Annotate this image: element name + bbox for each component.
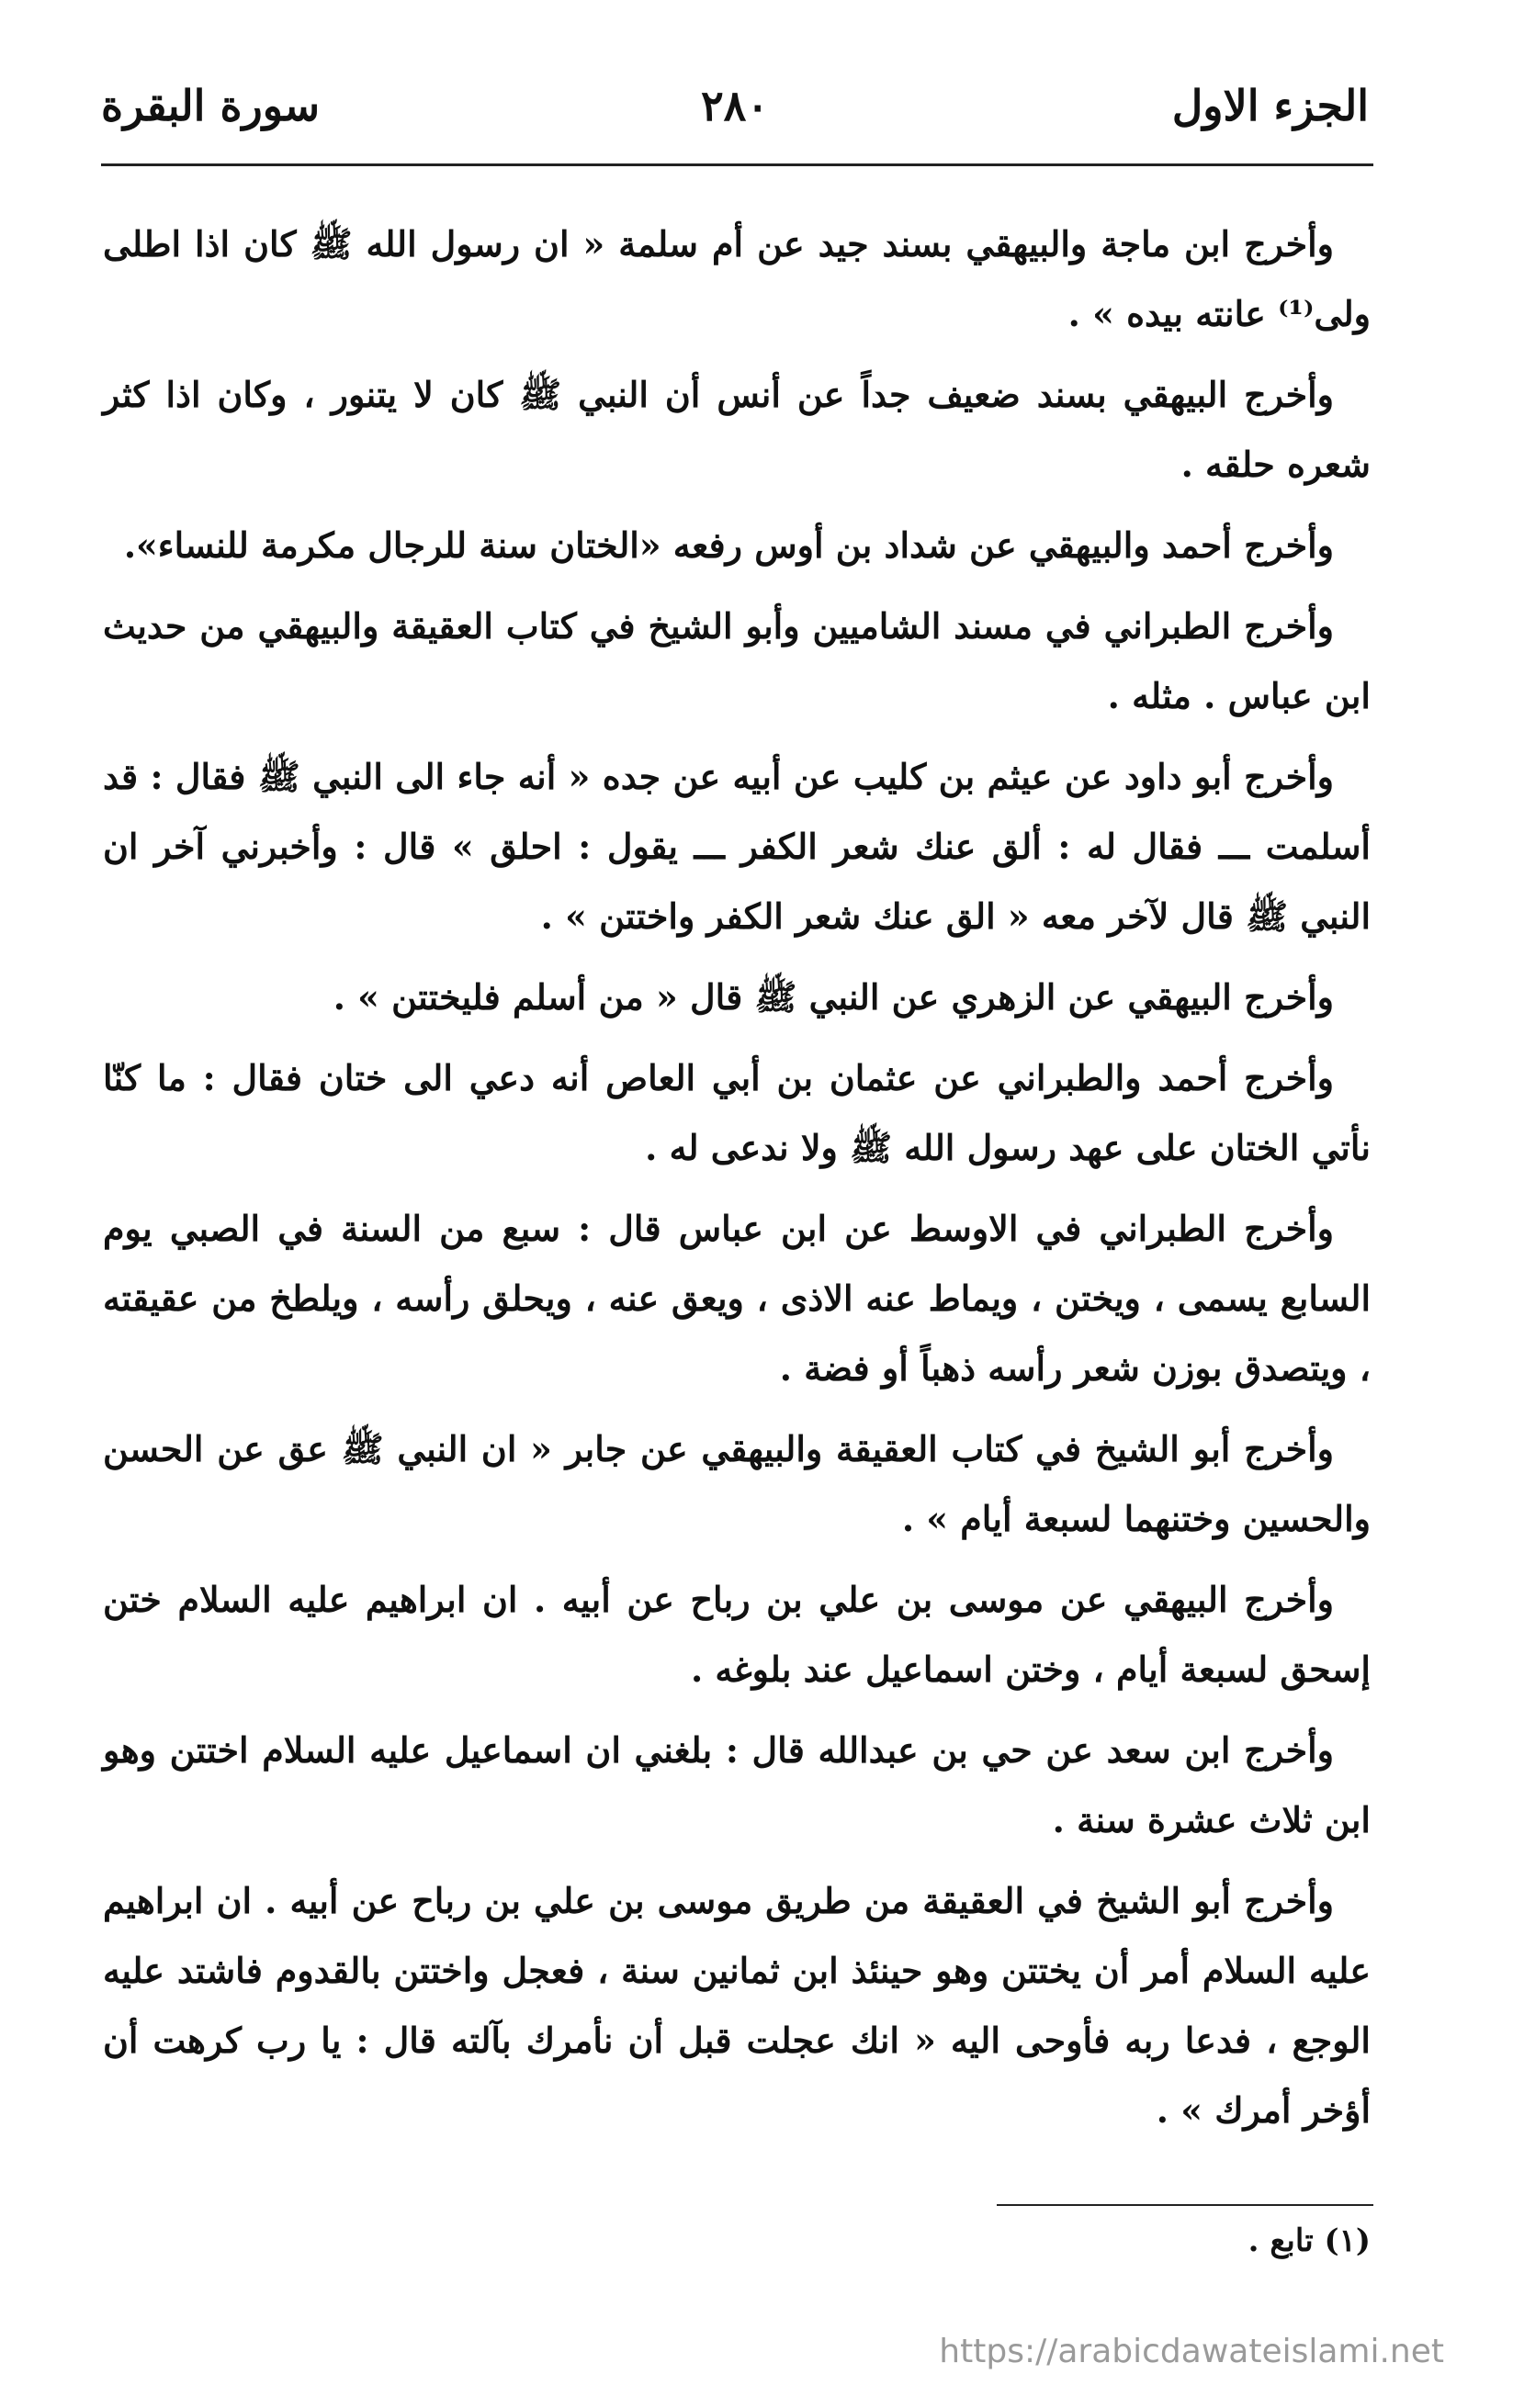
volume-label: الجزء الاول <box>1171 81 1369 130</box>
paragraph: وأخرج الطبراني في الاوسط عن ابن عباس قال : سبع من السنة في الصبي يوم السابع يسمى ، ويختن ، ويماط عنه الاذى ، ويعق عنه ، ويحلق رأسه ، ويلطخ من عقيقته ، ويتصدق بوزن شعر رأسه ذهباً أو فضة . <box>103 1208 1371 1389</box>
header-divider <box>101 163 1373 166</box>
paragraph: وأخرج أبو الشيخ في كتاب العقيقة والبيهقي عن جابر « ان النبي ﷺ عق عن الحسن والحسين وختنهما لسبعة أيام » . <box>103 1428 1371 1539</box>
paragraph: وأخرج أحمد والبيهقي عن شداد بن أوس رفعه «الختان سنة للرجال مكرمة للنساء». <box>123 524 1334 566</box>
paragraph: وأخرج ابن ماجة والبيهقي بسند جيد عن أم سلمة « ان رسول الله ﷺ كان اذا اطلى ولى⁽¹⁾ عانته بيده » . <box>103 223 1371 334</box>
paragraph: وأخرج أبو الشيخ في العقيقة من طريق موسى بن علي بن رباح عن أبيه . ان ابراهيم عليه السلام أمر أن يختتن وهو حينئذ ابن ثمانين سنة ، فعجل واختتن بالقدوم فاشتد عليه الوجع ، فدعا ربه فأوحى اليه « انك عجلت قبل أن نأمرك بآلته قال : يا رب كرهت أن أؤخر أمرك » . <box>103 1880 1371 2131</box>
surah-label: سورة البقرة <box>101 81 321 130</box>
paragraph: وأخرج البيهقي عن الزهري عن النبي ﷺ قال « من أسلم فليختتن » . <box>333 976 1334 1018</box>
paragraph: وأخرج البيهقي عن موسى بن علي بن رباح عن أبيه . ان ابراهيم عليه السلام ختن إسحق لسبعة أيام ، وختن اسماعيل عند بلوغه . <box>103 1579 1371 1690</box>
paragraph: وأخرج الطبراني في مسند الشاميين وأبو الشيخ في كتاب العقيقة والبيهقي من حديث ابن عباس . مثله . <box>103 605 1371 716</box>
footnote-divider <box>997 2204 1373 2206</box>
body-text <box>103 209 1371 2156</box>
paragraph: وأخرج أحمد والطبراني عن عثمان بن أبي العاص أنه دعي الى ختان فقال : ما كنّا نأتي الختان على عهد رسول الله ﷺ ولا ندعى له . <box>103 1057 1371 1168</box>
page-number: ٢٨٠ <box>700 81 770 130</box>
paragraph: وأخرج ابن سعد عن حي بن عبدالله قال : بلغني ان اسماعيل عليه السلام اختتن وهو ابن ثلاث عشرة سنة . <box>103 1729 1371 1840</box>
watermark-url: https://arabicdawateislami.net <box>939 2333 1444 2370</box>
page-header <box>101 81 1369 163</box>
paragraph: وأخرج البيهقي بسند ضعيف جداً عن أنس أن النبي ﷺ كان لا يتنور ، وكان اذا كثر شعره حلقه . <box>103 374 1371 485</box>
footnote: (١) تابع . <box>1248 2222 1371 2259</box>
paragraph: وأخرج أبو داود عن عيثم بن كليب عن أبيه عن جده « أنه جاء الى النبي ﷺ فقال : قد أسلمت ـــ فقال له : ألق عنك شعر الكفر ـــ يقول : احلق » قال : وأخبرني آخر ان النبي ﷺ قال لآخر معه « الق عنك شعر الكفر واختتن » . <box>103 756 1371 937</box>
